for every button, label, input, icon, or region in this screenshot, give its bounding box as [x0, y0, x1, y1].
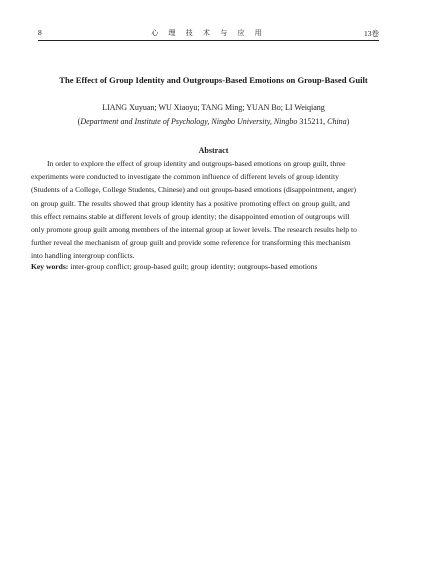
- abstract-line: In order to explore the effect of group identity and outgroups-based emotions on group guilt, three: [47, 159, 346, 168]
- paper-title: The Effect of Group Identity and Outgroups-Based Emotions on Group-Based Guilt: [59, 75, 368, 85]
- affiliation-dept: Department and Institute of Psychology, Ningbo University, Ningbo: [80, 117, 298, 126]
- author-list: LIANG Xuyuan; WU Xiaoyu; TANG Ming; YUAN Bo; LI Weiqiang: [102, 103, 325, 112]
- keywords-text: inter-group conflict; group-based guilt; group identity; outgroups-based emotions: [68, 262, 318, 271]
- volume-label: 13卷: [364, 29, 379, 38]
- journal-name: 心 理 技 术 与 应 用: [151, 29, 266, 37]
- abstract-body: [31, 157, 379, 263]
- affiliation: [30, 117, 397, 126]
- affiliation-postcode: 315211,: [297, 117, 328, 126]
- abstract-line: (Students of a College, College Students, Chinese) and out groups-based emotions (disappointment, anger): [31, 185, 356, 195]
- abstract-line: on group guilt. The results showed that group identity has a positive promoting effect on group guilt, and: [31, 198, 350, 208]
- abstract-line: into handling intergroup conflicts.: [31, 251, 135, 261]
- page-number: 8: [38, 28, 42, 37]
- affiliation-open-paren: (: [77, 117, 81, 126]
- keywords-label: Key words:: [31, 262, 69, 271]
- keywords: [31, 262, 381, 271]
- affiliation-country: China: [327, 117, 347, 126]
- affiliation-close-paren: ): [346, 117, 350, 126]
- running-header: [38, 28, 379, 41]
- abstract-line: this effect remains stable at different levels of group identity; the disappointed emotion of outgroups will: [31, 211, 350, 221]
- abstract-line: further reveal the mechanism of group guilt and provide some reference for transforming this mechanism: [31, 238, 351, 248]
- abstract-heading: Abstract: [198, 146, 229, 155]
- abstract-line: only promote group guilt among members of the internal group at lower levels. The research results help to: [31, 225, 357, 235]
- abstract-line: experiments were conducted to investigate the common influence of different levels of group identity: [31, 172, 339, 182]
